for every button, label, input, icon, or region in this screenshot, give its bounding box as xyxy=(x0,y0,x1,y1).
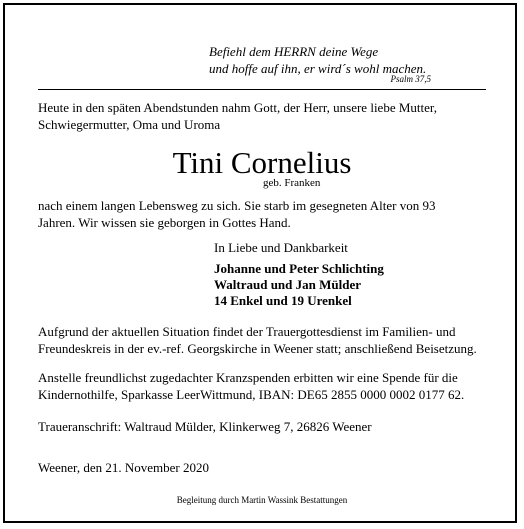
donation-text xyxy=(38,369,464,403)
service-line-1: Aufgrund der aktuellen Situation findet der Trauergottesdienst im Familien- und xyxy=(38,324,456,339)
intro-line-2: Schwiegermutter, Oma und Uroma xyxy=(38,117,221,132)
funeral-home-credit: Begleitung durch Martin Wassink Bestattungen xyxy=(176,495,348,505)
obituary-notice xyxy=(3,3,517,523)
divider-top xyxy=(38,89,486,90)
mourner-name: Waltraud und Jan Mülder xyxy=(214,277,362,292)
intro-text xyxy=(38,99,437,133)
donation-line-1: Anstelle freundlichst zugedachter Kranzspenden erbitten wir eine Spende für die xyxy=(38,370,458,385)
verse-reference: Psalm 37,5 xyxy=(390,74,431,84)
mourning-address: Traueranschrift: Waltraud Mülder, Klinkerweg 7, 26826 Weener xyxy=(38,419,372,434)
bible-verse xyxy=(209,43,426,77)
dateline: Weener, den 21. November 2020 xyxy=(38,460,209,475)
body-text xyxy=(38,197,435,231)
maiden-name: geb. Franken xyxy=(263,177,321,189)
body-line-1: nach einem langen Lebensweg zu sich. Sie starb im gesegneten Alter von 93 xyxy=(38,198,436,213)
verse-line-1: Befiehl dem HERRN deine Wege xyxy=(209,44,379,59)
mourners-intro: In Liebe und Dankbarkeit xyxy=(214,240,348,255)
service-line-2: Freundeskreis in der ev.-ref. Georgskirche in Weener statt; anschließend Beisetzung. xyxy=(38,341,477,356)
verse-line-2: und hoffe auf ihn, er wird´s wohl machen. xyxy=(209,61,427,76)
mourner-name: 14 Enkel und 19 Urenkel xyxy=(214,293,352,308)
mourner-name: Johanne und Peter Schlichting xyxy=(214,261,384,276)
donation-line-2: Kindernothilfe, Sparkasse LeerWittmund, IBAN: DE65 2855 0000 0002 0177 62. xyxy=(38,387,465,402)
body-line-2: Jahren. Wir wissen sie geborgen in Gottes Hand. xyxy=(38,215,291,230)
service-text xyxy=(38,323,477,357)
intro-line-1: Heute in den späten Abendstunden nahm Gott, der Herr, unsere liebe Mutter, xyxy=(38,100,437,115)
deceased-name: Tini Cornelius xyxy=(172,145,352,180)
